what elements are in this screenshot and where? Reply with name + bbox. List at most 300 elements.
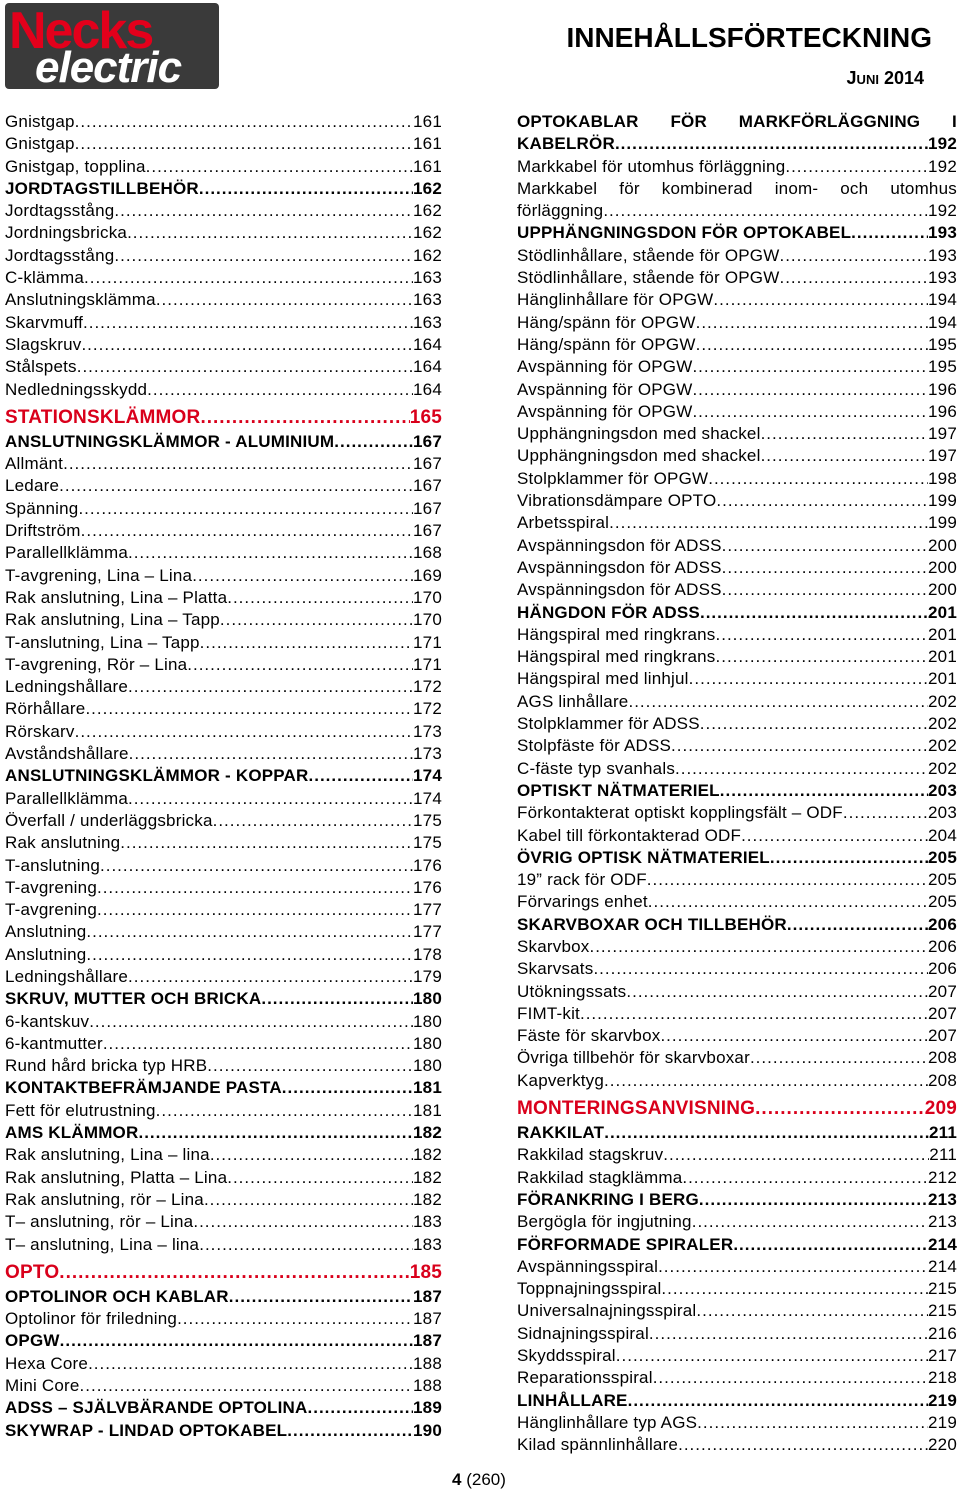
toc-entry-page: 170 [413,610,442,630]
toc-entry-page: 182 [413,1167,442,1187]
toc-entry-page: 188 [413,1376,442,1396]
toc-entry[interactable] [517,624,957,646]
toc-entry-label: OPTOLINOR OCH KABLAR [5,1286,229,1306]
toc-entry-label: KONTAKTBEFRÄMJANDE PASTA [5,1078,282,1098]
toc-leader-dots [722,557,928,579]
toc-leader-dots [689,668,928,690]
toc-entry-label: ADSS – SJÄLVBÄRANDE OPTOLINA [5,1398,308,1418]
toc-leader-dots [697,1412,928,1434]
toc-leader-dots [77,356,413,378]
toc-leader-dots [750,1047,928,1069]
toc-entry-label: Överfall / underläggsbricka [5,810,213,830]
toc-entry[interactable] [517,1167,957,1189]
toc-entry[interactable] [517,735,957,757]
toc-leader-dots [716,490,928,512]
toc-entry[interactable] [5,921,442,943]
toc-entry-page: 200 [928,535,957,555]
toc-entry-label: Skarvsats [517,959,594,979]
toc-leader-dots [647,869,928,891]
toc-entry-page: 171 [413,632,442,652]
toc-leader-dots [287,1420,413,1442]
toc-entry[interactable] [517,668,957,690]
toc-entry-label: Rörskarv [5,721,75,741]
toc-entry-page: 176 [413,877,442,897]
toc-entry-page: 193 [928,223,957,243]
toc-entry[interactable] [5,1256,442,1286]
toc-entry-page: 207 [928,981,957,1001]
toc-leader-dots [60,1330,413,1352]
toc-entry-page: 208 [928,1070,957,1090]
toc-entry[interactable] [5,334,442,356]
toc-entry[interactable] [517,379,957,401]
toc-leader-dots [213,810,413,832]
toc-entry[interactable] [517,758,957,780]
toc-entry-word: utomhus [890,178,957,198]
toc-entry[interactable] [517,200,957,222]
toc-entry-label: Upphängningsdon med shackel [517,446,761,466]
toc-entry-page: 169 [413,565,442,585]
toc-entry-label: KABELRÖR [517,134,615,154]
toc-leader-dots [138,1122,413,1144]
toc-leader-dots [100,855,413,877]
toc-entry[interactable] [5,587,442,609]
toc-entry-label: T-avgrening, Lina – Lina [5,565,193,585]
toc-entry-page: 175 [413,810,442,830]
toc-entry-label: Rak anslutning [5,833,121,853]
toc-entry[interactable] [517,869,957,891]
toc-leader-dots [114,200,413,222]
toc-entry[interactable] [5,453,442,475]
toc-entry-page: 197 [928,424,957,444]
toc-entry-label: JORDTAGSTILLBEHÖR [5,178,199,198]
toc-entry[interactable] [517,1070,957,1092]
toc-leader-dots [85,698,413,720]
toc-entry-page: 173 [413,744,442,764]
toc-entry[interactable] [5,1211,442,1233]
toc-entry[interactable] [517,245,957,267]
toc-entry[interactable] [517,178,957,200]
toc-entry[interactable] [5,1033,442,1055]
toc-entry[interactable] [517,1412,957,1434]
toc-leader-dots [227,1167,413,1189]
toc-right-column [517,111,957,1457]
toc-entry[interactable] [5,788,442,810]
toc-entry[interactable] [5,1330,442,1352]
toc-entry-label: Reparationsspiral [517,1368,653,1388]
toc-entry[interactable] [5,312,442,334]
toc-entry-page: 177 [413,922,442,942]
toc-entry-page: 207 [928,1003,957,1023]
toc-entry[interactable] [517,535,957,557]
toc-entry[interactable] [517,1390,957,1412]
toc-leader-dots [770,847,928,869]
toc-entry-page: 199 [928,513,957,533]
toc-leader-dots [75,133,413,155]
toc-entry[interactable] [517,914,957,936]
toc-entry[interactable] [5,676,442,698]
toc-entry-page: 206 [928,959,957,979]
toc-entry-label: Avspänningsdon för ADSS [517,557,722,577]
toc-leader-dots [658,1256,928,1278]
toc-entry-page: 180 [413,1056,442,1076]
toc-entry-page: 167 [413,476,442,496]
toc-entry-page: 199 [928,491,957,511]
toc-leader-dots [114,245,413,267]
toc-entry-label: Stålspets [5,357,77,377]
toc-entry[interactable] [517,1345,957,1367]
toc-entry[interactable] [517,981,957,1003]
toc-entry-label: Anslutningsklämma [5,290,156,310]
toc-entry-label: FÖRANKRING I BERG [517,1189,699,1209]
toc-entry[interactable] [5,1055,442,1077]
toc-entry[interactable] [517,289,957,311]
toc-entry-page: 201 [928,669,957,689]
toc-entry-page: 202 [928,691,957,711]
toc-entry[interactable] [5,1308,442,1330]
toc-entry[interactable] [5,632,442,654]
logo-necks-text: Necks [9,3,153,60]
toc-entry-label: Stödlinhållare, stående för OPGW [517,245,780,265]
toc-entry[interactable] [5,698,442,720]
toc-entry-page: 181 [413,1100,442,1120]
toc-entry[interactable] [5,245,442,267]
toc-entry[interactable] [5,1353,442,1375]
toc-entry[interactable] [5,654,442,676]
toc-entry[interactable] [5,475,442,497]
toc-leader-dots [309,765,414,787]
toc-leader-dots [700,602,928,624]
toc-entry-label: ÖVRIG OPTISK NÄTMATERIEL [517,847,770,867]
toc-leader-dots [716,646,929,668]
toc-entry[interactable] [5,178,442,200]
toc-entry-label: Hänglinhållare typ AGS [517,1412,698,1432]
toc-entry[interactable] [517,1367,957,1389]
toc-entry-page: 177 [413,900,442,920]
toc-entry-label: Stödlinhållare, stående för OPGW [517,268,780,288]
toc-leader-dots [156,289,413,311]
toc-entry-label: Rakkilad stagskruv [517,1145,664,1165]
toc-entry[interactable] [5,810,442,832]
toc-entry-label: Avspänning för OPGW [517,401,693,421]
toc-entry-page: 220 [928,1435,957,1455]
toc-entry-page: 174 [413,788,442,808]
toc-entry-label: Nedledningsskydd [5,379,148,399]
toc-leader-dots [261,988,413,1010]
toc-entry[interactable] [517,780,957,802]
toc-entry[interactable] [5,765,442,787]
toc-entry-page: 192 [928,134,957,154]
toc-entry[interactable] [517,1434,957,1456]
toc-leader-dots [604,1122,929,1144]
toc-entry-label: SKRUV, MUTTER OCH BRICKA [5,989,262,1009]
toc-entry-label: Stolpklammer för ADSS [517,714,700,734]
toc-entry[interactable] [5,1122,442,1144]
toc-entry[interactable] [517,334,957,356]
toc-entry[interactable] [5,855,442,877]
toc-entry[interactable] [5,222,442,244]
toc-entry[interactable] [517,1144,957,1166]
toc-entry[interactable] [5,1286,442,1308]
toc-entry[interactable] [5,1144,442,1166]
toc-entry-label: Kapverktyg [517,1070,605,1090]
toc-entry[interactable] [517,1323,957,1345]
toc-entry[interactable] [517,156,957,178]
toc-entry-page: 172 [413,677,442,697]
toc-entry[interactable] [517,847,957,869]
toc-left-column [5,111,442,1442]
toc-entry-label: Hängspiral med ringkrans [517,624,716,644]
toc-entry-page: 219 [928,1412,957,1432]
toc-entry-page: 179 [413,966,442,986]
toc-leader-dots [59,1256,409,1286]
toc-entry[interactable] [5,379,442,401]
necks-electric-logo [5,3,219,89]
toc-entry-label: Avspänningsdon för ADSS [517,580,722,600]
toc-entry-label: T-avgrening [5,900,97,920]
toc-entry-page: 205 [928,870,957,890]
toc-leader-dots [589,936,928,958]
toc-entry-page: 163 [413,290,442,310]
toc-entry[interactable] [517,802,957,824]
toc-entry-page: 172 [413,699,442,719]
page-title: INNEHÅLLSFÖRTECKNING [566,22,932,53]
toc-entry[interactable] [5,200,442,222]
toc-entry[interactable] [5,565,442,587]
toc-entry-label: T– anslutning, rör – Lina [5,1212,194,1232]
toc-leader-dots [609,512,928,534]
toc-entry[interactable] [5,899,442,921]
toc-entry[interactable] [517,557,957,579]
toc-entry-page: 206 [928,936,957,956]
toc-entry-page: 181 [413,1078,442,1098]
toc-entry-page: 207 [928,1026,957,1046]
toc-leader-dots [616,1345,928,1367]
toc-entry[interactable] [5,832,442,854]
toc-entry[interactable] [517,936,957,958]
toc-leader-dots [692,1211,928,1233]
toc-entry-page: 214 [928,1234,957,1254]
toc-leader-dots [675,758,928,780]
toc-entry-page: 183 [413,1234,442,1254]
toc-entry-page: 202 [928,736,957,756]
toc-entry[interactable] [517,222,957,244]
toc-entry[interactable] [5,1167,442,1189]
toc-entry-label: Avståndshållare [5,744,129,764]
toc-entry-page: 211 [929,1145,957,1165]
toc-leader-dots [120,832,413,854]
toc-entry[interactable] [5,966,442,988]
toc-entry[interactable] [5,133,442,155]
toc-entry[interactable] [5,1011,442,1033]
toc-entry[interactable] [5,111,442,133]
toc-leader-dots [88,1353,413,1375]
toc-entry-label: OPTO [5,1261,60,1283]
toc-entry[interactable] [5,877,442,899]
toc-entry[interactable] [517,646,957,668]
toc-leader-dots [86,944,413,966]
toc-leader-dots [75,721,413,743]
toc-entry[interactable] [517,713,957,735]
toc-leader-dots [177,1308,413,1330]
toc-entry[interactable] [517,111,957,133]
toc-entry-page: 168 [413,543,442,563]
toc-entry-label: Upphängningsdon med shackel [517,424,761,444]
toc-entry[interactable] [517,1122,957,1144]
toc-entry[interactable] [517,512,957,534]
toc-leader-dots [692,379,928,401]
toc-entry-label: Stolpfäste för ADSS [517,736,672,756]
toc-entry[interactable] [5,401,442,431]
toc-entry-label: STATIONSKLÄMMOR [5,406,201,428]
toc-entry-label: 6-kantmutter [5,1033,103,1053]
toc-entry-page: 192 [928,156,957,176]
toc-entry[interactable] [517,579,957,601]
toc-leader-dots [720,780,928,802]
toc-entry-page: 193 [928,245,957,265]
toc-entry[interactable] [517,1300,957,1322]
toc-entry[interactable] [517,958,957,980]
toc-entry[interactable] [5,356,442,378]
toc-entry[interactable] [517,401,957,423]
toc-entry[interactable] [5,988,442,1010]
toc-entry-page: 211 [928,1123,957,1143]
toc-entry[interactable] [5,498,442,520]
toc-entry[interactable] [517,423,957,445]
toc-leader-dots [851,222,928,244]
toc-leader-dots [722,535,928,557]
toc-leader-dots [81,520,413,542]
toc-entry-page: 205 [928,892,957,912]
toc-entry[interactable] [517,1256,957,1278]
toc-entry[interactable] [5,721,442,743]
toc-entry-label: förläggning [517,201,604,221]
toc-entry[interactable] [517,490,957,512]
toc-entry-page: 162 [413,201,442,221]
toc-leader-dots [653,1367,928,1389]
toc-entry[interactable] [517,602,957,624]
toc-entry[interactable] [5,944,442,966]
toc-entry[interactable] [5,156,442,178]
toc-entry[interactable] [517,1189,957,1211]
toc-entry-label: Universalnajningsspiral [517,1301,697,1321]
page-number-total: (260) [466,1470,506,1489]
toc-entry-label: SKYWRAP - LINDAD OPTOKABEL [5,1420,288,1440]
toc-leader-dots [129,743,413,765]
toc-entry[interactable] [5,609,442,631]
toc-entry-page: 187 [413,1286,442,1306]
toc-entry-page: 200 [928,557,957,577]
toc-entry[interactable] [517,133,957,155]
toc-leader-dots [156,1100,413,1122]
toc-entry[interactable] [517,1211,957,1233]
toc-entry-label: T-avgrening [5,877,97,897]
toc-entry[interactable] [5,1375,442,1397]
toc-entry[interactable] [517,1092,957,1122]
toc-entry[interactable] [517,445,957,467]
toc-entry[interactable] [5,743,442,765]
toc-leader-dots [755,1092,925,1122]
toc-entry[interactable] [517,1003,957,1025]
toc-entry-label: C-klämma [5,268,85,288]
toc-entry-page: 195 [928,357,957,377]
toc-entry-label: Slagskruv [5,334,82,354]
toc-leader-dots [187,654,413,676]
toc-entry-label: Anslutning [5,944,87,964]
toc-entry[interactable] [517,468,957,490]
toc-entry-page: 209 [924,1098,957,1120]
toc-entry[interactable] [517,1025,957,1047]
toc-entry-label: Stolpklammer för OPGW [517,468,709,488]
toc-entry[interactable] [517,1234,957,1256]
toc-entry-word: I [952,112,957,131]
toc-entry-page: 194 [928,312,957,332]
toc-leader-dots [713,289,928,311]
toc-entry[interactable] [5,520,442,542]
toc-entry[interactable] [517,1047,957,1069]
toc-entry-label: HÄNGDON FÖR ADSS [517,602,700,622]
toc-leader-dots [648,891,928,913]
toc-entry[interactable] [517,312,957,334]
toc-entry-page: 161 [413,134,442,154]
toc-entry[interactable] [517,356,957,378]
toc-entry-page: 171 [413,654,442,674]
toc-leader-dots [660,1025,928,1047]
toc-entry-label: Rund hård bricka typ HRB [5,1056,208,1076]
toc-entry[interactable] [517,891,957,913]
toc-entry-page: 163 [413,268,442,288]
toc-entry[interactable] [5,1189,442,1211]
toc-entry-label: Avspänning för OPGW [517,379,693,399]
toc-entry-label: Förkontakterat optiskt kopplingsfält – ODF [517,803,843,823]
toc-entry[interactable] [517,691,957,713]
toc-entry-page: 196 [928,379,957,399]
toc-entry-word: FÖR [670,112,707,131]
toc-entry[interactable] [5,267,442,289]
toc-leader-dots [103,1033,413,1055]
toc-leader-dots [779,267,928,289]
toc-entry[interactable] [517,1278,957,1300]
toc-entry[interactable] [5,1397,442,1419]
toc-leader-dots [722,579,928,601]
toc-leader-dots [741,825,928,847]
toc-entry-label: Rak anslutning, Lina – Platta [5,587,228,607]
toc-entry[interactable] [5,1077,442,1099]
toc-entry-page: 218 [928,1368,957,1388]
toc-entry-label: Förvarings enhet [517,892,648,912]
toc-leader-dots [682,1167,928,1189]
toc-entry[interactable] [5,1100,442,1122]
toc-entry-label: Avspänning för OPGW [517,357,693,377]
toc-entry[interactable] [5,289,442,311]
toc-entry[interactable] [5,542,442,564]
toc-entry-page: 201 [928,624,957,644]
toc-entry[interactable] [517,267,957,289]
toc-entry[interactable] [5,1234,442,1256]
toc-entry-page: 204 [928,825,957,845]
toc-entry[interactable] [5,1420,442,1442]
toc-entry[interactable] [517,825,957,847]
toc-entry-page: 201 [928,602,957,622]
toc-entry-label: Häng/spänn för OPGW [517,312,696,332]
toc-entry-label: Avspänningsdon för ADSS [517,535,722,555]
toc-entry-page: 161 [413,112,442,131]
toc-entry-label: Driftström [5,521,81,541]
toc-entry-page: 192 [928,201,957,221]
toc-entry[interactable] [5,431,442,453]
logo-electric-text: electric [35,43,182,89]
toc-entry-page: 182 [413,1189,442,1209]
toc-entry-label: FÖRFORMADE SPIRALER [517,1234,734,1254]
